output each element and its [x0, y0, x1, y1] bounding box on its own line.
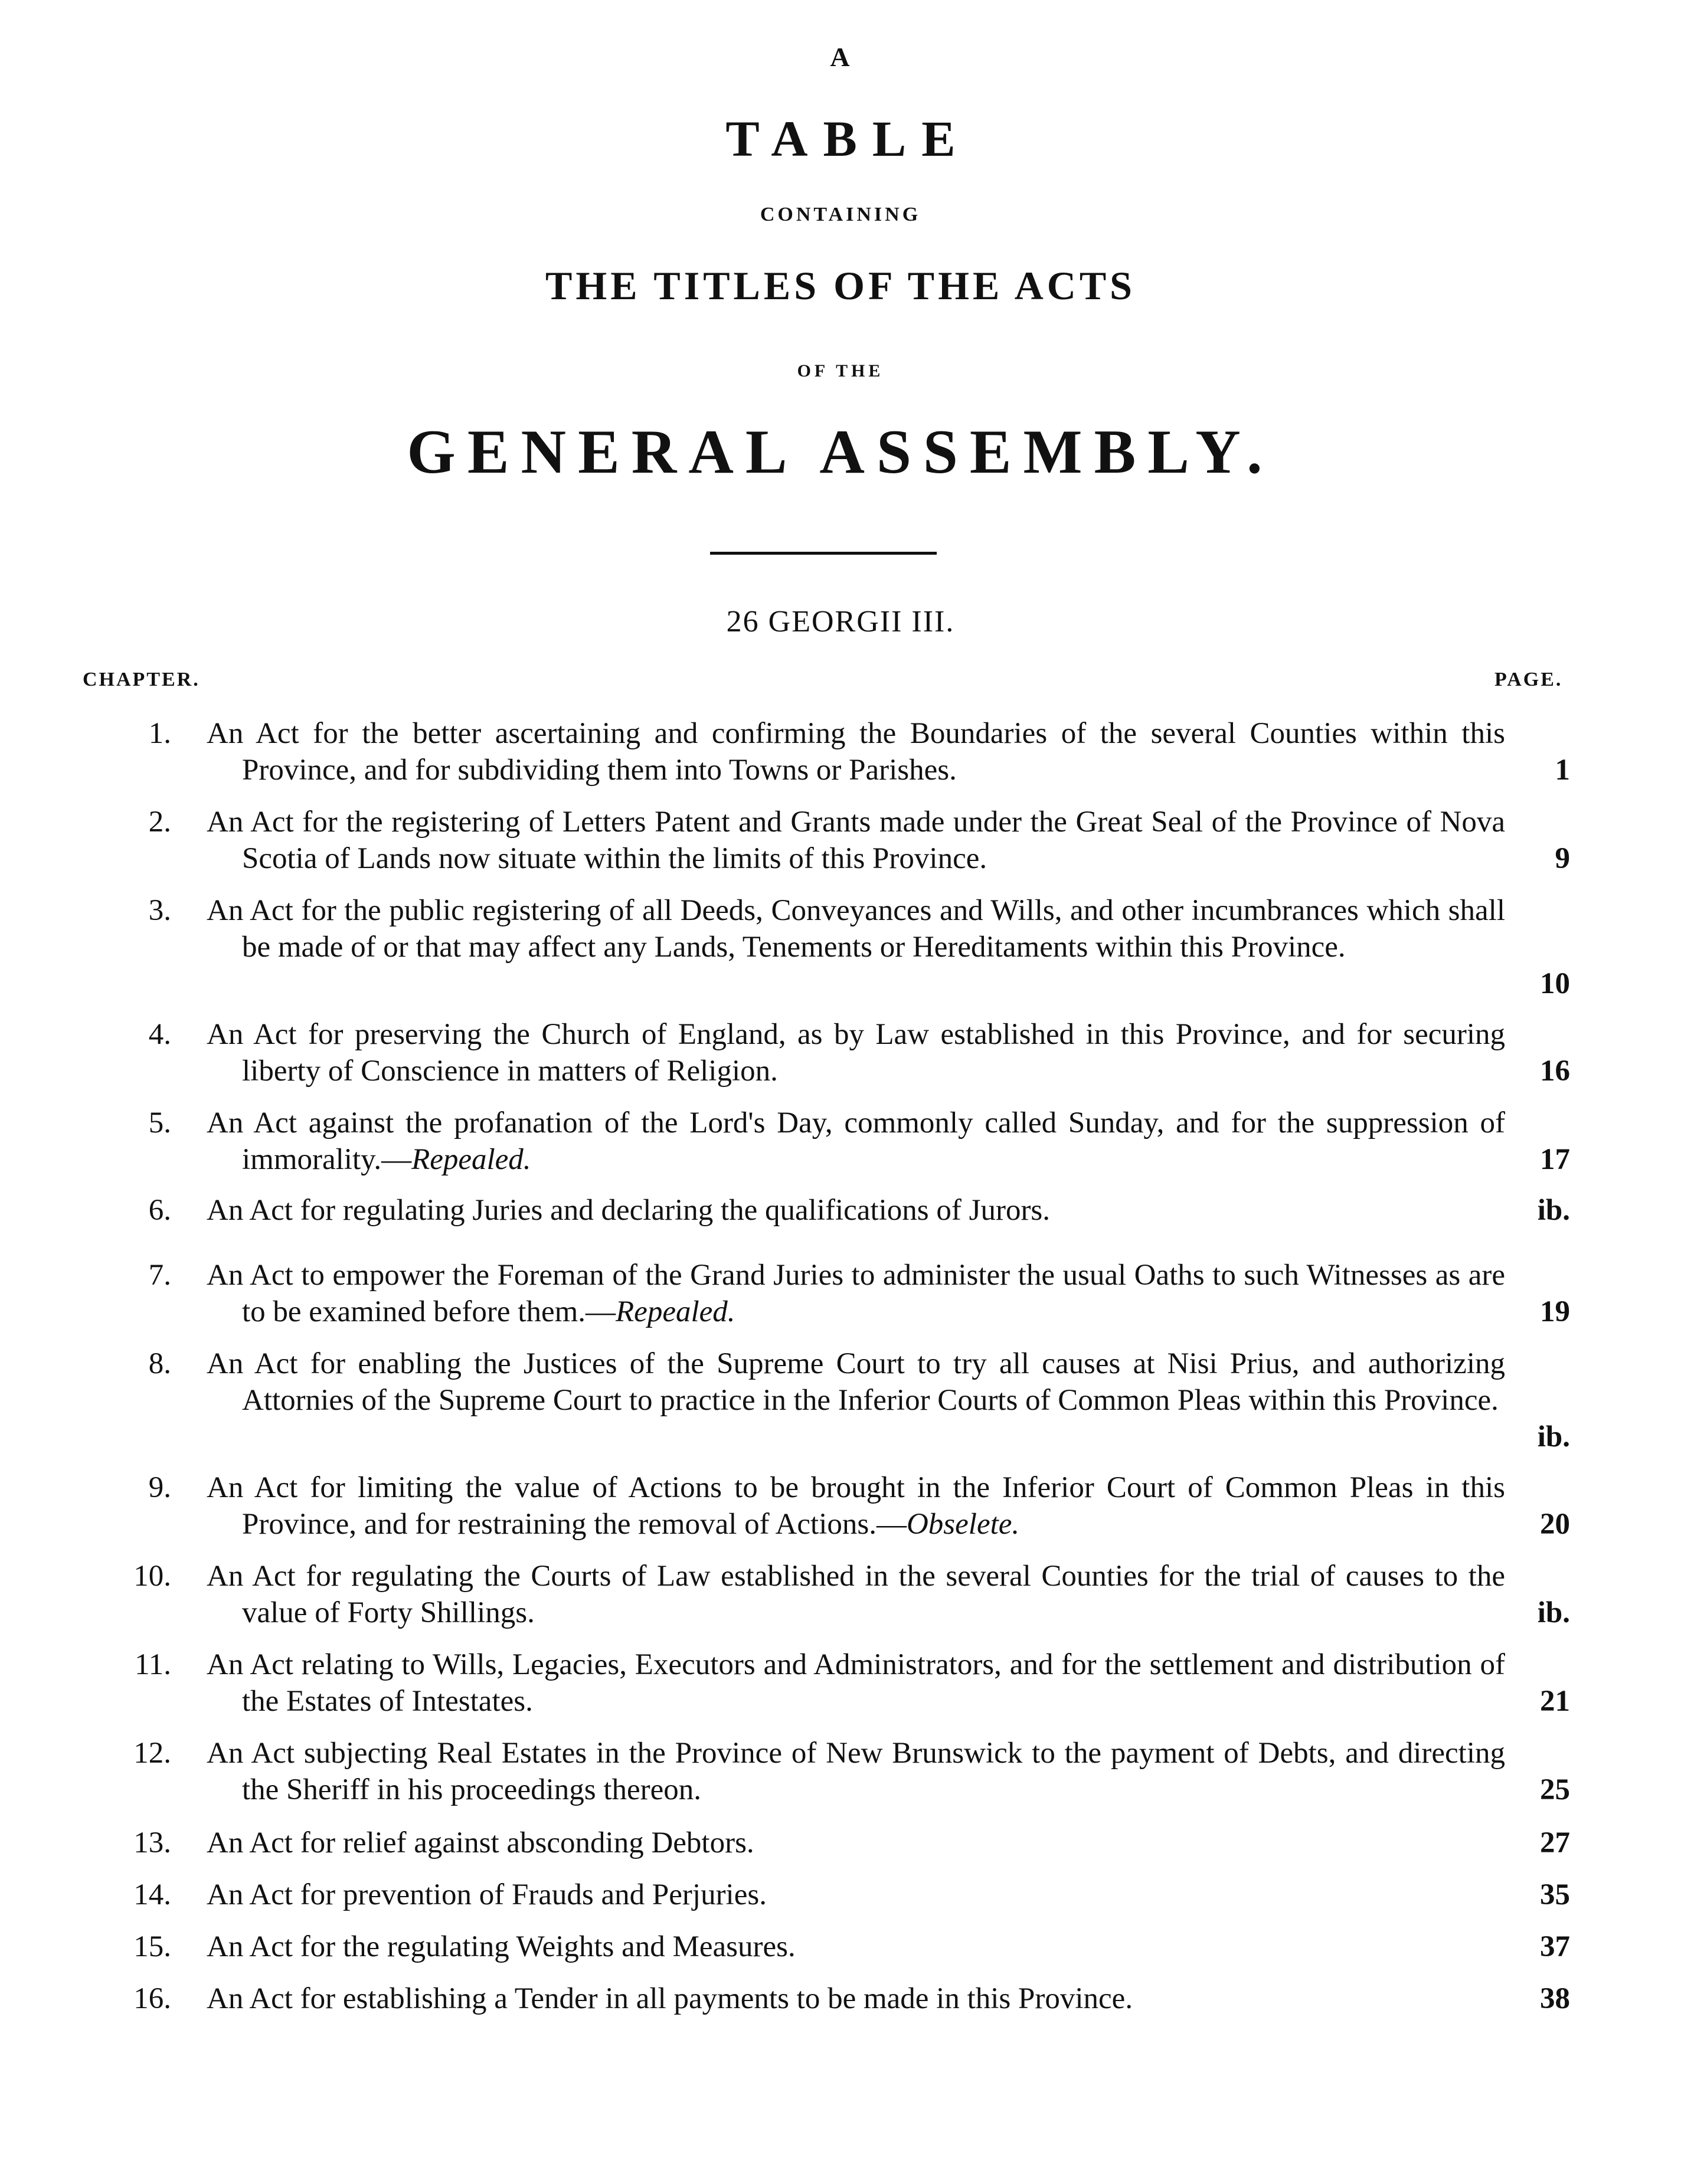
page-number: 1 [1555, 754, 1570, 787]
regnal-year-heading: 26 GEORGII III. [726, 605, 955, 638]
chapter-number: 3. [148, 894, 171, 927]
chapter-number: 13. [133, 1826, 171, 1859]
act-title-text: An Act for regulating Juries and declaring the qualifications of Jurors. [207, 1194, 1051, 1227]
act-status-note: Obselete. [906, 1508, 1020, 1541]
act-title-text: An Act for the registering of Letters Patent and Grants made under the Great Seal of the Province of Nova Scotia of Lands now situate within the limits of this Province. [207, 806, 1505, 875]
act-title [207, 1016, 1505, 1089]
page-number: 20 [1540, 1508, 1570, 1541]
act-title-text: An Act for preserving the Church of England, as by Law established in this Province, and for securing liberty of Conscience in matters of Religion. [207, 1018, 1505, 1088]
act-title [207, 1646, 1505, 1720]
act-status-note: Repealed. [616, 1295, 735, 1328]
page-number: ib. [1537, 1194, 1570, 1227]
page-number: 10 [1540, 967, 1570, 1000]
page-number: 25 [1540, 1773, 1570, 1806]
act-title [207, 1825, 1505, 1861]
act-title-text: An Act for establishing a Tender in all payments to be made in this Province. [207, 1982, 1133, 2015]
chapter-number: 7. [148, 1259, 171, 1292]
page-number: 35 [1540, 1878, 1570, 1911]
act-title-text: An Act against the profanation of the Lord's Day, commonly called Sunday, and for the suppression of immorality.— [207, 1106, 1505, 1176]
title-divider [710, 552, 937, 555]
page-column-header: PAGE. [1494, 669, 1563, 690]
chapter-number: 12. [133, 1737, 171, 1770]
act-title [207, 1105, 1505, 1178]
chapter-number: 9. [148, 1471, 171, 1504]
page-number: 37 [1540, 1930, 1570, 1963]
chapter-number: 16. [133, 1982, 171, 2015]
page-number: 17 [1540, 1143, 1570, 1176]
act-title [207, 892, 1505, 965]
chapter-number: 2. [148, 806, 171, 839]
page-number: 9 [1555, 842, 1570, 875]
act-title [207, 1735, 1505, 1808]
page-title: TABLE [725, 110, 971, 167]
chapter-number: 10. [133, 1560, 171, 1593]
chapter-number: 15. [133, 1930, 171, 1963]
act-title-text: An Act for limiting the value of Actions to be brought in the Inferior Court of Common Pleas in this Province, and for restraining the removal of Actions.— [207, 1471, 1505, 1541]
act-title-text: An Act for relief against absconding Debtors. [207, 1826, 754, 1859]
act-status-note: Repealed. [411, 1143, 531, 1176]
page-number: 19 [1540, 1295, 1570, 1328]
subtitle-of-the: OF THE [797, 361, 884, 381]
act-title-text: An Act for regulating the Courts of Law established in the several Counties for the trial of causes to the value of Forty Shillings. [207, 1560, 1505, 1629]
chapter-number: 5. [148, 1106, 171, 1140]
act-title [207, 804, 1505, 877]
act-title [207, 1980, 1505, 2017]
page-letter: A [830, 42, 851, 72]
act-title [207, 1469, 1505, 1543]
act-title-text: An Act for the public registering of all Deeds, Conveyances and Wills, and other incumbrances which shall be made of or that may affect any Lands, Tenements or Hereditaments within this Province. [207, 894, 1505, 964]
chapter-number: 11. [135, 1648, 171, 1681]
act-title-text: An Act subjecting Real Estates in the Province of New Brunswick to the payment of Debts, and directing the Sheriff in his proceedings thereon. [207, 1737, 1505, 1806]
act-title [207, 715, 1505, 788]
act-title [207, 1257, 1505, 1330]
page-number: ib. [1537, 1596, 1570, 1629]
act-title [207, 1928, 1505, 1965]
act-title [207, 1345, 1505, 1419]
chapter-number: 4. [148, 1018, 171, 1051]
chapter-number: 6. [148, 1194, 171, 1227]
page-number: 27 [1540, 1826, 1570, 1859]
chapter-column-header: CHAPTER. [83, 669, 200, 690]
page-number: 16 [1540, 1055, 1570, 1088]
act-title [207, 1558, 1505, 1631]
act-title-text: An Act to empower the Foreman of the Grand Juries to administer the usual Oaths to such Witnesses as are to be examined before them.— [207, 1259, 1505, 1328]
chapter-number: 1. [148, 717, 171, 750]
page-number: 21 [1540, 1685, 1570, 1718]
page-number: ib. [1537, 1420, 1570, 1453]
act-title [207, 1877, 1505, 1913]
chapter-number: 14. [133, 1878, 171, 1911]
act-title-text: An Act for prevention of Frauds and Perjuries. [207, 1878, 767, 1911]
chapter-number: 8. [148, 1347, 171, 1380]
act-title-text: An Act for the regulating Weights and Measures. [207, 1930, 796, 1963]
act-title-text: An Act for the better ascertaining and confirming the Boundaries of the several Counties within this Province, and for subdividing them into Towns or Parishes. [207, 717, 1505, 787]
act-title-text: An Act relating to Wills, Legacies, Executors and Administrators, and for the settlement and distribution of the Estates of Intestates. [207, 1648, 1505, 1718]
subtitle-containing: CONTAINING [760, 204, 921, 225]
heading-general-assembly: GENERAL ASSEMBLY. [407, 417, 1274, 486]
act-title [207, 1192, 1505, 1229]
page-number: 38 [1540, 1982, 1570, 2015]
subtitle-titles-of-acts: THE TITLES OF THE ACTS [545, 263, 1136, 308]
act-title-text: An Act for enabling the Justices of the Supreme Court to try all causes at Nisi Prius, and authorizing Attornies of the Supreme Court to practice in the Inferior Courts of Common Pleas within this Province. [207, 1347, 1505, 1417]
